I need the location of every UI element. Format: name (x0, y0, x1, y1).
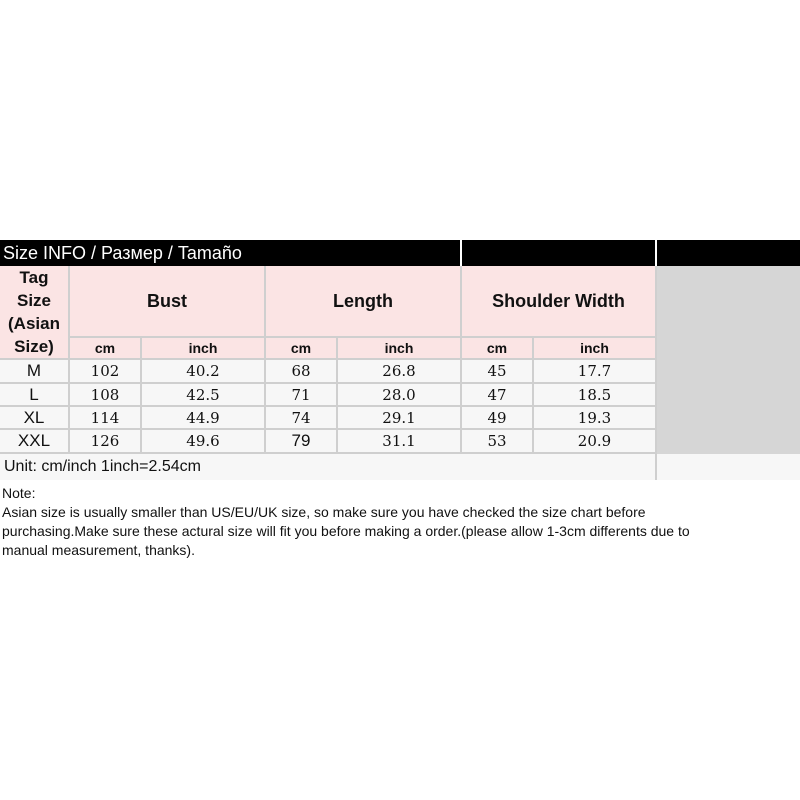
length-cm-xxl: 79 (266, 430, 338, 454)
shoulder-cm-xxl: 53 (462, 430, 534, 454)
bust-inch-xxl: 49.6 (142, 430, 266, 454)
size-m: M (0, 360, 70, 384)
shoulder-cm-l: 47 (462, 384, 534, 407)
bust-cm-xl: 114 (70, 407, 142, 430)
bust-inch-xl: 44.9 (142, 407, 266, 430)
length-cm-l: 71 (266, 384, 338, 407)
chart-title: Size INFO / Размер / Tamaño (0, 240, 460, 266)
size-l: L (0, 384, 70, 407)
unit-note: Unit: cm/inch 1inch=2.54cm (0, 454, 657, 480)
length-inch-xl: 29.1 (338, 407, 462, 430)
shoulder-cm-label: cm (462, 338, 534, 360)
note-line-3: manual measurement, thanks). (2, 542, 195, 558)
bust-cm-l: 108 (70, 384, 142, 407)
note-block (0, 481, 800, 559)
bust-header: Bust (70, 266, 266, 338)
shoulder-cm-m: 45 (462, 360, 534, 384)
tag-size-line-2: Size (16, 291, 52, 310)
shoulder-inch-m: 17.7 (534, 360, 657, 384)
unit-row-filler (657, 454, 800, 480)
title-bar-right (657, 240, 800, 266)
size-xl: XL (0, 407, 70, 430)
tag-size-line-4: Size) (14, 337, 54, 356)
side-gray-column (657, 266, 800, 454)
note-line-1: Asian size is usually smaller than US/EU/UK size, so make sure you have checked the size chart before (2, 504, 646, 520)
note-line-2: purchasing.Make sure these actural size will fit you before making a order.(please allow 1-3cm differents due to (2, 523, 690, 539)
length-cm-label: cm (266, 338, 338, 360)
length-header: Length (266, 266, 462, 338)
bust-cm-xxl: 126 (70, 430, 142, 454)
note-label: Note: (2, 485, 36, 501)
size-xxl: XXL (0, 430, 70, 454)
bust-inch-label: inch (142, 338, 266, 360)
shoulder-inch-label: inch (534, 338, 657, 360)
bust-cm-m: 102 (70, 360, 142, 384)
bust-inch-m: 40.2 (142, 360, 266, 384)
bust-cm-label: cm (70, 338, 142, 360)
shoulder-inch-l: 18.5 (534, 384, 657, 407)
shoulder-inch-xl: 19.3 (534, 407, 657, 430)
length-inch-label: inch (338, 338, 462, 360)
length-inch-xxl: 31.1 (338, 430, 462, 454)
shoulder-inch-xxl: 20.9 (534, 430, 657, 454)
tag-size-line-3: (Asian (8, 314, 60, 333)
shoulder-width-header: Shoulder Width (462, 266, 657, 338)
length-inch-l: 28.0 (338, 384, 462, 407)
tag-size-header (0, 266, 70, 360)
shoulder-cm-xl: 49 (462, 407, 534, 430)
length-cm-m: 68 (266, 360, 338, 384)
tag-size-line-1: Tag (19, 268, 49, 287)
length-inch-m: 26.8 (338, 360, 462, 384)
title-bar-filler (462, 240, 655, 266)
bust-inch-l: 42.5 (142, 384, 266, 407)
length-cm-xl: 74 (266, 407, 338, 430)
